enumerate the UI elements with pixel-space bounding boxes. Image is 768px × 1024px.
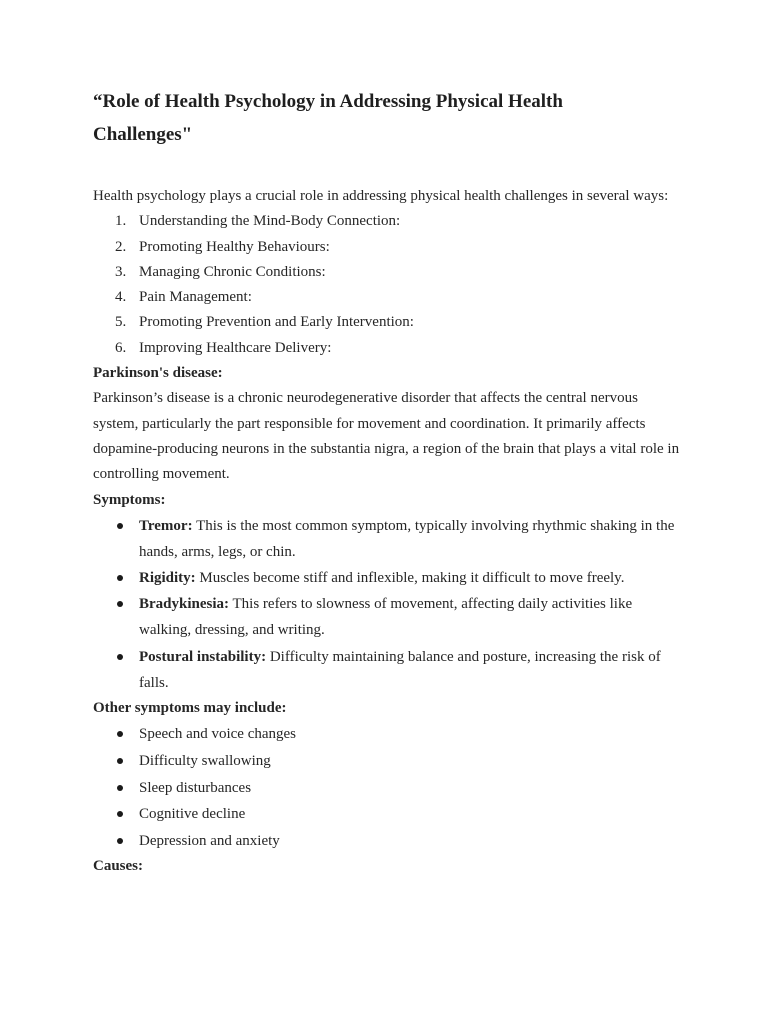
list-number: 3.	[115, 263, 127, 280]
symptom-term: Rigidity:	[139, 570, 196, 587]
list-item	[93, 235, 683, 260]
list-item	[93, 591, 683, 643]
symptom-term: Tremor:	[139, 517, 193, 534]
roles-list	[93, 209, 683, 361]
other-symptoms-list	[93, 721, 683, 854]
symptom-text: Difficulty maintaining balance and posture, increasing the risk of falls.	[139, 648, 661, 691]
list-item: Difficulty swallowing	[93, 748, 683, 775]
intro-paragraph: Health psychology plays a crucial role in addressing physical health challenges in several ways:	[93, 188, 669, 204]
list-item	[93, 565, 683, 591]
list-item	[93, 513, 683, 565]
list-item-text: Promoting Prevention and Early Intervention:	[139, 314, 414, 331]
list-item-text: Managing Chronic Conditions:	[139, 263, 326, 280]
list-number: 6.	[115, 339, 127, 356]
list-item	[93, 260, 683, 285]
symptoms-heading: Symptoms:	[93, 491, 166, 508]
list-item-text: Promoting Healthy Behaviours:	[139, 238, 330, 255]
list-item-text: Improving Healthcare Delivery:	[139, 339, 332, 356]
document-body	[93, 184, 683, 880]
list-item-text: Understanding the Mind-Body Connection:	[139, 213, 401, 230]
symptom-text: Muscles become stiff and inflexible, making it difficult to move freely.	[195, 570, 625, 587]
symptom-text: This refers to slowness of movement, affecting daily activities like walking, dressing, and writing.	[139, 596, 633, 639]
symptom-text: This is the most common symptom, typically involving rhythmic shaking in the hands, arms, legs, or chin.	[139, 517, 675, 560]
list-item-text: Pain Management:	[139, 289, 252, 306]
symptom-term: Postural instability:	[139, 648, 267, 665]
other-symptoms-heading: Other symptoms may include:	[93, 700, 287, 717]
list-item	[93, 336, 683, 361]
list-item	[93, 209, 683, 234]
document-title: “Role of Health Psychology in Addressing Physical Health Challenges"	[93, 91, 563, 145]
list-number: 2.	[115, 238, 127, 255]
list-item: Cognitive decline	[93, 801, 683, 828]
parkinsons-paragraph: Parkinson’s disease is a chronic neurodegenerative disorder that affects the central nervous system, particularly the part responsible for movement and coordination. It primarily affects dopamine-producing neurons in the substantia nigra, a region of the brain that plays a vital role in controlling movement.	[93, 390, 680, 483]
symptoms-list	[93, 513, 683, 696]
list-number: 5.	[115, 314, 127, 331]
list-item: Sleep disturbances	[93, 775, 683, 802]
list-item: Speech and voice changes	[93, 721, 683, 748]
list-item	[93, 285, 683, 310]
parkinsons-heading: Parkinson's disease:	[93, 365, 223, 382]
list-number: 4.	[115, 289, 127, 306]
symptom-term: Bradykinesia:	[139, 596, 230, 613]
list-item	[93, 644, 683, 696]
list-item	[93, 310, 683, 335]
list-item: Depression and anxiety	[93, 828, 683, 855]
list-number: 1.	[115, 213, 127, 230]
causes-heading: Causes:	[93, 858, 144, 875]
